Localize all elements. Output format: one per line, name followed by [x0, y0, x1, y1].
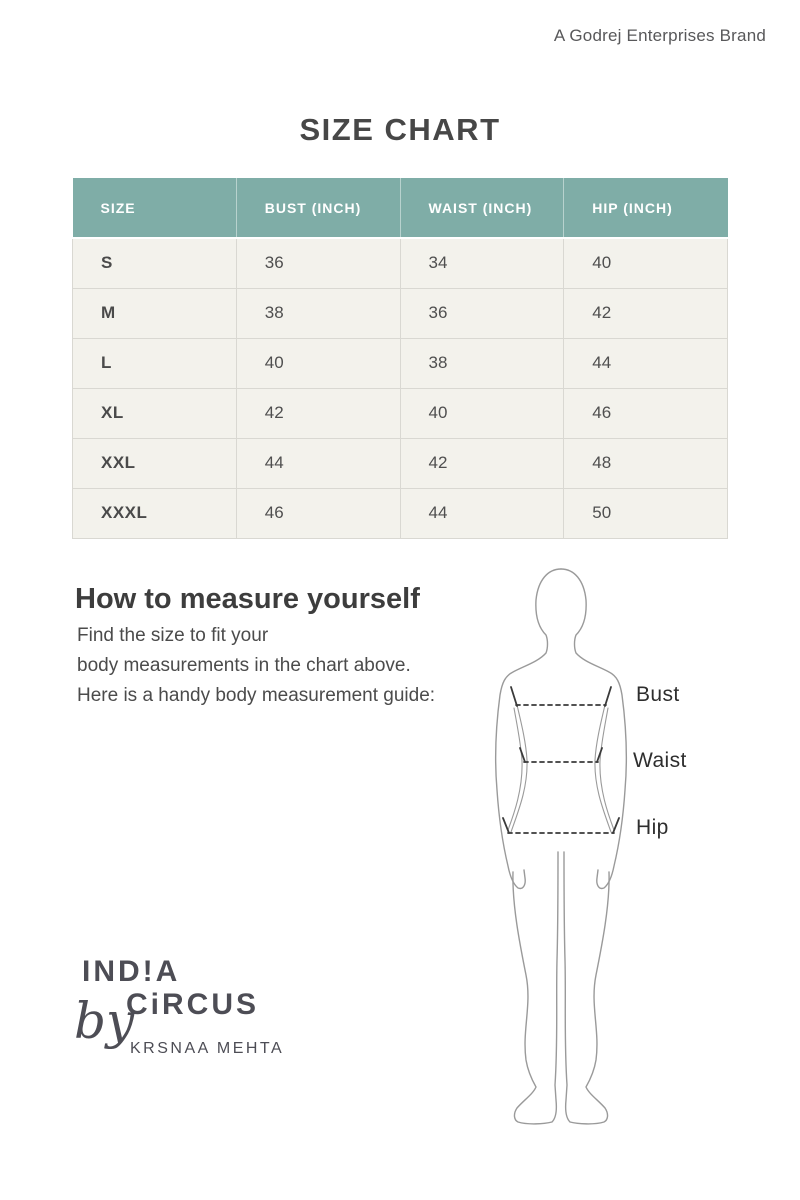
hip-line-ticks: [503, 818, 619, 833]
size-cell: M: [73, 288, 237, 338]
waist-cell: 36: [400, 288, 564, 338]
bust-cell: 42: [236, 388, 400, 438]
column-header-waist: WAIST (INCH): [400, 178, 564, 238]
waist-cell: 40: [400, 388, 564, 438]
column-header-hip: HIP (INCH): [564, 178, 728, 238]
left-torso-seam-inner: [508, 708, 522, 830]
hip-label: Hip: [636, 816, 669, 839]
size-cell: XXXL: [73, 488, 237, 538]
india-circus-logo: [72, 950, 302, 1080]
hip-cell: 40: [564, 238, 728, 288]
bust-cell: 36: [236, 238, 400, 288]
waist-cell: 44: [400, 488, 564, 538]
waist-cell: 34: [400, 238, 564, 288]
bust-cell: 44: [236, 438, 400, 488]
hip-cell: 46: [564, 388, 728, 438]
waist-line-ticks: [520, 748, 602, 762]
how-to-measure-heading: How to measure yourself: [75, 583, 420, 615]
page-title: SIZE CHART: [299, 112, 501, 147]
body-outline-left: [496, 569, 561, 888]
how-to-measure-text: [77, 621, 435, 711]
table-row-xxl: [73, 438, 728, 488]
hip-cell: 44: [564, 338, 728, 388]
hip-cell: 50: [564, 488, 728, 538]
body-silhouette-illustration: [480, 555, 690, 1145]
bust-cell: 46: [236, 488, 400, 538]
measure-text-line-1: Find the size to fit your: [77, 625, 269, 646]
table-row-l: [73, 338, 728, 388]
right-torso-seam-inner: [600, 708, 614, 830]
waist-cell: 42: [400, 438, 564, 488]
column-header-bust: BUST (INCH): [236, 178, 400, 238]
logo-designer-name: KRSNAA MEHTA: [130, 1040, 285, 1057]
bust-label: Bust: [636, 683, 680, 706]
hip-cell: 48: [564, 438, 728, 488]
measure-text-line-3: Here is a handy body measurement guide:: [77, 685, 436, 706]
waist-label: Waist: [633, 749, 687, 772]
logo-word-india: IND!A: [82, 955, 181, 988]
table-header: [73, 178, 728, 238]
bust-line-ticks: [511, 687, 611, 706]
bust-cell: 38: [236, 288, 400, 338]
bust-cell: 40: [236, 338, 400, 388]
right-leg-outline: [564, 852, 609, 1124]
table-row-xxxl: [73, 488, 728, 538]
waist-cell: 38: [400, 338, 564, 388]
logo-word-circus: CiRCUS: [126, 988, 260, 1021]
size-chart-table: [72, 178, 728, 539]
size-cell: S: [73, 238, 237, 288]
size-cell: XL: [73, 388, 237, 438]
body-measurement-figure: [480, 555, 690, 1145]
table-row-s: [73, 238, 728, 288]
column-header-size: SIZE: [73, 178, 237, 238]
table-row-m: [73, 288, 728, 338]
table-header-row: [73, 178, 728, 238]
measure-text-line-2: body measurements in the chart above.: [77, 655, 411, 676]
body-outline-right: [561, 569, 626, 888]
size-cell: XXL: [73, 438, 237, 488]
hip-cell: 42: [564, 288, 728, 338]
logo-by-script: by: [74, 992, 135, 1050]
left-leg-outline: [513, 852, 558, 1124]
size-cell: L: [73, 338, 237, 388]
table-row-xl: [73, 388, 728, 438]
table-body: [73, 238, 728, 538]
brand-line: A Godrej Enterprises Brand: [553, 26, 766, 45]
